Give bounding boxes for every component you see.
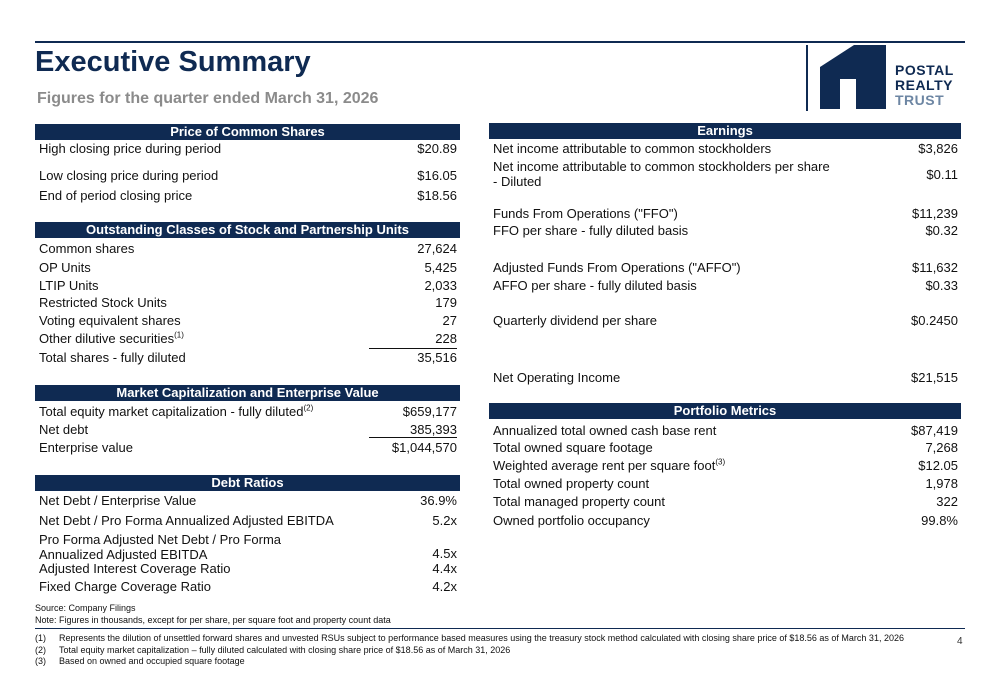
table-row-total: Total shares - fully diluted 35,516 [39,350,457,365]
table-row: Low closing price during period $16.05 [39,168,457,183]
table-row: Net Debt / Enterprise Value 36.9% [39,493,457,508]
table-row: Annualized total owned cash base rent $87,419 [493,423,958,438]
table-row: Voting equivalent shares 27 [39,313,457,328]
table-row: Net Operating Income $21,515 [493,370,958,385]
footnote-ref: (3) [715,457,726,467]
footnote-ref: (1) [174,330,184,340]
logo-word-postal: POSTAL [895,62,954,78]
postal-realty-logo-icon [820,45,888,109]
section-heading-outstanding: Outstanding Classes of Stock and Partnership Units [35,222,460,238]
table-row: Quarterly dividend per share $0.2450 [493,313,958,328]
table-row: Restricted Stock Units 179 [39,295,457,310]
note-line: Note: Figures in thousands, except for per share, per square foot and property count data [35,615,391,625]
table-row: Net income attributable to common stockholders per share - Diluted $0.11 [493,159,958,189]
page-subtitle: Figures for the quarter ended March 31, 2026 [37,90,379,107]
section-heading-price: Price of Common Shares [35,124,460,140]
source-note [35,602,391,626]
table-row: Net debt 385,393 [39,422,457,437]
footnote-ref: (2) [303,403,314,413]
table-row: Net Debt / Pro Forma Annualized Adjusted EBITDA 5.2x [39,513,457,528]
table-row: Total equity market capitalization - fully diluted$^{(2)}$ $659,177 [39,403,457,419]
footnote-item: (2) Total equity market capitalization – fully diluted calculated with closing share price of $18.56 as of March 31, 2026 [35,644,511,655]
table-row: Total managed property count 322 [493,494,958,509]
table-row: Owned portfolio occupancy 99.8% [493,513,958,528]
table-row: Adjusted Interest Coverage Ratio 4.4x [39,561,457,576]
section-heading-earnings: Earnings [489,123,961,139]
table-row: FFO per share - fully diluted basis $0.32 [493,223,958,238]
section-heading-market-cap: Market Capitalization and Enterprise Value [35,385,460,401]
table-row: Common shares 27,624 [39,241,457,256]
table-row-total: Enterprise value $1,044,570 [39,440,457,455]
table-row: Funds From Operations ("FFO") $11,239 [493,206,958,221]
table-row: Total owned property count 1,978 [493,476,958,491]
page-number: 4 [957,636,963,647]
subtotal-rule [369,437,457,438]
source-line: Source: Company Filings [35,603,136,613]
logo-word-trust: TRUST [895,92,945,108]
company-logo-text [895,63,954,108]
header-rule [35,41,965,43]
table-row: End of period closing price $18.56 [39,188,457,203]
logo-divider [806,45,808,111]
section-heading-portfolio: Portfolio Metrics [489,403,961,419]
table-row: Net income attributable to common stockholders $3,826 [493,141,958,156]
table-row: Total owned square footage 7,268 [493,440,958,455]
table-row: Adjusted Funds From Operations ("AFFO") $11,632 [493,260,958,275]
logo-word-realty: REALTY [895,77,953,93]
table-row: AFFO per share - fully diluted basis $0.33 [493,278,958,293]
table-row: LTIP Units 2,033 [39,278,457,293]
section-heading-debt-ratios: Debt Ratios [35,475,460,491]
table-row: OP Units 5,425 [39,260,457,275]
table-row: Fixed Charge Coverage Ratio 4.2x [39,579,457,594]
table-row: Other dilutive securities$^{(1)}$ 228 [39,330,457,346]
table-row: Pro Forma Adjusted Net Debt / Pro Forma Annualized Adjusted EBITDA 4.5x [39,532,457,562]
footnotes [35,633,945,668]
table-row: High closing price during period $20.89 [39,141,457,156]
subtotal-rule [369,348,457,349]
footnote-item: (3) Based on owned and occupied square footage [35,656,245,666]
footnote-item: (1) Represents the dilution of unsettled forward shares and unvested RSUs subject to performance based measures using the treasury stock method calculated with closing share price of $18.56 as of March 31, 2026 [35,633,904,643]
page-title: Executive Summary [35,46,311,78]
table-row: Weighted average rent per square foot$^{(3)}$ $12.05 [493,457,958,473]
footer-rule [35,628,965,629]
